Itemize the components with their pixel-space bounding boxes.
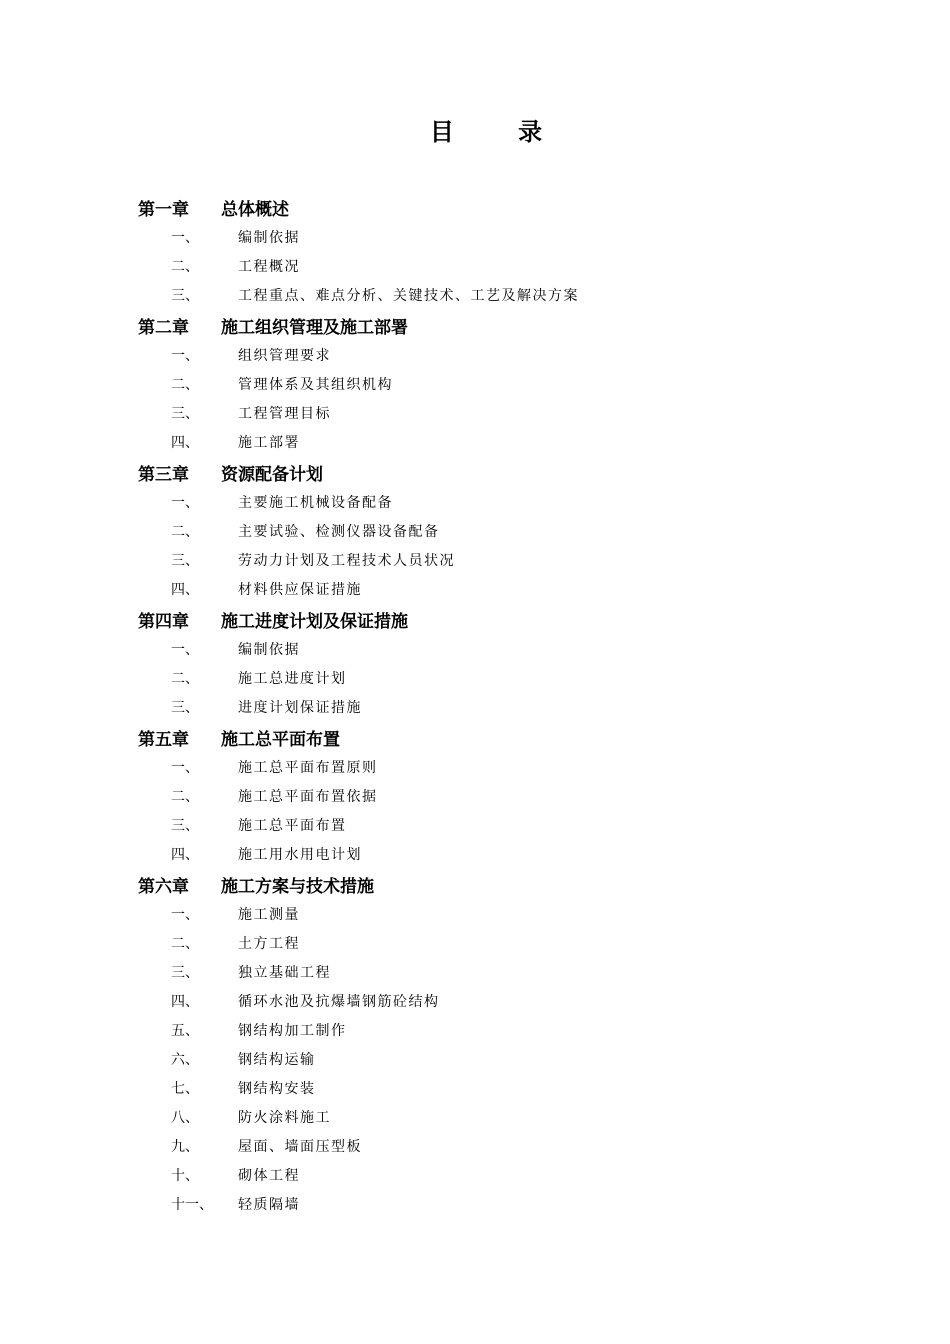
item-title: 钢结构运输 — [238, 1052, 316, 1068]
item-number: 三、 — [171, 288, 199, 304]
item-number: 四、 — [171, 994, 199, 1010]
toc-item[interactable] — [138, 812, 858, 841]
item-number: 十一、 — [171, 1197, 213, 1213]
item-number: 五、 — [171, 1023, 199, 1039]
item-number: 三、 — [171, 965, 199, 981]
toc-chapter — [138, 461, 858, 605]
item-title: 施工部署 — [238, 435, 300, 451]
item-title: 材料供应保证措施 — [238, 582, 362, 598]
item-title: 钢结构加工制作 — [238, 1023, 347, 1039]
toc-chapter — [138, 873, 858, 1220]
chapter-title: 施工组织管理及施工部署 — [221, 318, 408, 338]
item-number: 二、 — [171, 259, 199, 275]
toc-item[interactable] — [138, 282, 858, 311]
item-title: 管理体系及其组织机构 — [238, 377, 393, 393]
toc-item[interactable] — [138, 1162, 858, 1191]
item-number: 四、 — [171, 582, 199, 598]
item-title: 主要试验、检测仪器设备配备 — [238, 524, 440, 540]
item-title: 循环水池及抗爆墙钢筋砼结构 — [238, 994, 440, 1010]
chapter-title: 施工总平面布置 — [221, 730, 340, 750]
item-number: 六、 — [171, 1052, 199, 1068]
toc-chapter — [138, 608, 858, 723]
toc-chapter-heading[interactable] — [138, 461, 858, 489]
item-number: 二、 — [171, 789, 199, 805]
item-title: 组织管理要求 — [238, 348, 331, 364]
item-number: 四、 — [171, 435, 199, 451]
item-number: 一、 — [171, 760, 199, 776]
item-number: 三、 — [171, 818, 199, 834]
item-number: 十、 — [171, 1168, 199, 1184]
item-title: 主要施工机械设备配备 — [238, 495, 393, 511]
chapter-title: 资源配备计划 — [221, 465, 323, 485]
item-number: 七、 — [171, 1081, 199, 1097]
item-title: 施工总平面布置 — [238, 818, 347, 834]
toc-item[interactable] — [138, 224, 858, 253]
item-number: 一、 — [171, 642, 199, 658]
table-of-contents — [138, 196, 858, 1220]
toc-item[interactable] — [138, 636, 858, 665]
item-number: 四、 — [171, 847, 199, 863]
toc-item[interactable] — [138, 901, 858, 930]
chapter-number: 第三章 — [138, 465, 189, 485]
item-number: 二、 — [171, 936, 199, 952]
toc-item[interactable] — [138, 959, 858, 988]
toc-item[interactable] — [138, 253, 858, 282]
item-title: 屋面、墙面压型板 — [238, 1139, 362, 1155]
toc-item[interactable] — [138, 429, 858, 458]
item-title: 劳动力计划及工程技术人员状况 — [238, 553, 455, 569]
item-title: 工程概况 — [238, 259, 300, 275]
toc-chapter — [138, 196, 858, 311]
chapter-number: 第五章 — [138, 730, 189, 750]
item-title: 土方工程 — [238, 936, 300, 952]
toc-item[interactable] — [138, 930, 858, 959]
toc-item[interactable] — [138, 988, 858, 1017]
toc-item[interactable] — [138, 1017, 858, 1046]
toc-item[interactable] — [138, 665, 858, 694]
toc-chapter-heading[interactable] — [138, 196, 858, 224]
item-title: 砌体工程 — [238, 1168, 300, 1184]
toc-item[interactable] — [138, 1104, 858, 1133]
chapter-title: 施工方案与技术措施 — [221, 877, 374, 897]
chapter-title: 施工进度计划及保证措施 — [221, 612, 408, 632]
toc-item[interactable] — [138, 841, 858, 870]
item-title: 轻质隔墙 — [238, 1197, 300, 1213]
item-title: 钢结构安装 — [238, 1081, 316, 1097]
chapter-title: 总体概述 — [221, 200, 289, 220]
toc-item[interactable] — [138, 754, 858, 783]
toc-item[interactable] — [138, 400, 858, 429]
chapter-number: 第四章 — [138, 612, 189, 632]
toc-item[interactable] — [138, 489, 858, 518]
toc-chapter — [138, 726, 858, 870]
item-title: 防火涂料施工 — [238, 1110, 331, 1126]
item-title: 编制依据 — [238, 230, 300, 246]
toc-item[interactable] — [138, 1191, 858, 1220]
item-number: 二、 — [171, 377, 199, 393]
toc-item[interactable] — [138, 547, 858, 576]
item-number: 三、 — [171, 700, 199, 716]
toc-item[interactable] — [138, 1046, 858, 1075]
item-title: 进度计划保证措施 — [238, 700, 362, 716]
toc-item[interactable] — [138, 1133, 858, 1162]
chapter-number: 第一章 — [138, 200, 189, 220]
item-number: 二、 — [171, 524, 199, 540]
item-title: 独立基础工程 — [238, 965, 331, 981]
item-number: 一、 — [171, 907, 199, 923]
item-title: 编制依据 — [238, 642, 300, 658]
toc-chapter — [138, 314, 858, 458]
toc-item[interactable] — [138, 694, 858, 723]
item-number: 二、 — [171, 671, 199, 687]
item-number: 一、 — [171, 348, 199, 364]
toc-chapter-heading[interactable] — [138, 314, 858, 342]
chapter-number: 第二章 — [138, 318, 189, 338]
toc-chapter-heading[interactable] — [138, 873, 858, 901]
toc-item[interactable] — [138, 518, 858, 547]
toc-item[interactable] — [138, 371, 858, 400]
toc-heading: 目 录 — [429, 117, 571, 146]
toc-item[interactable] — [138, 576, 858, 605]
item-number: 八、 — [171, 1110, 199, 1126]
toc-item[interactable] — [138, 342, 858, 371]
item-title: 工程重点、难点分析、关键技术、工艺及解决方案 — [238, 288, 579, 304]
item-title: 工程管理目标 — [238, 406, 331, 422]
chapter-number: 第六章 — [138, 877, 189, 897]
toc-chapter-heading[interactable] — [138, 726, 858, 754]
item-title: 施工测量 — [238, 907, 300, 923]
item-title: 施工用水用电计划 — [238, 847, 362, 863]
item-number: 一、 — [171, 230, 199, 246]
item-number: 三、 — [171, 553, 199, 569]
item-number: 一、 — [171, 495, 199, 511]
item-title: 施工总平面布置依据 — [238, 789, 378, 805]
item-title: 施工总进度计划 — [238, 671, 347, 687]
toc-chapter-heading[interactable] — [138, 608, 858, 636]
toc-item[interactable] — [138, 1075, 858, 1104]
item-title: 施工总平面布置原则 — [238, 760, 378, 776]
toc-item[interactable] — [138, 783, 858, 812]
item-number: 九、 — [171, 1139, 199, 1155]
item-number: 三、 — [171, 406, 199, 422]
